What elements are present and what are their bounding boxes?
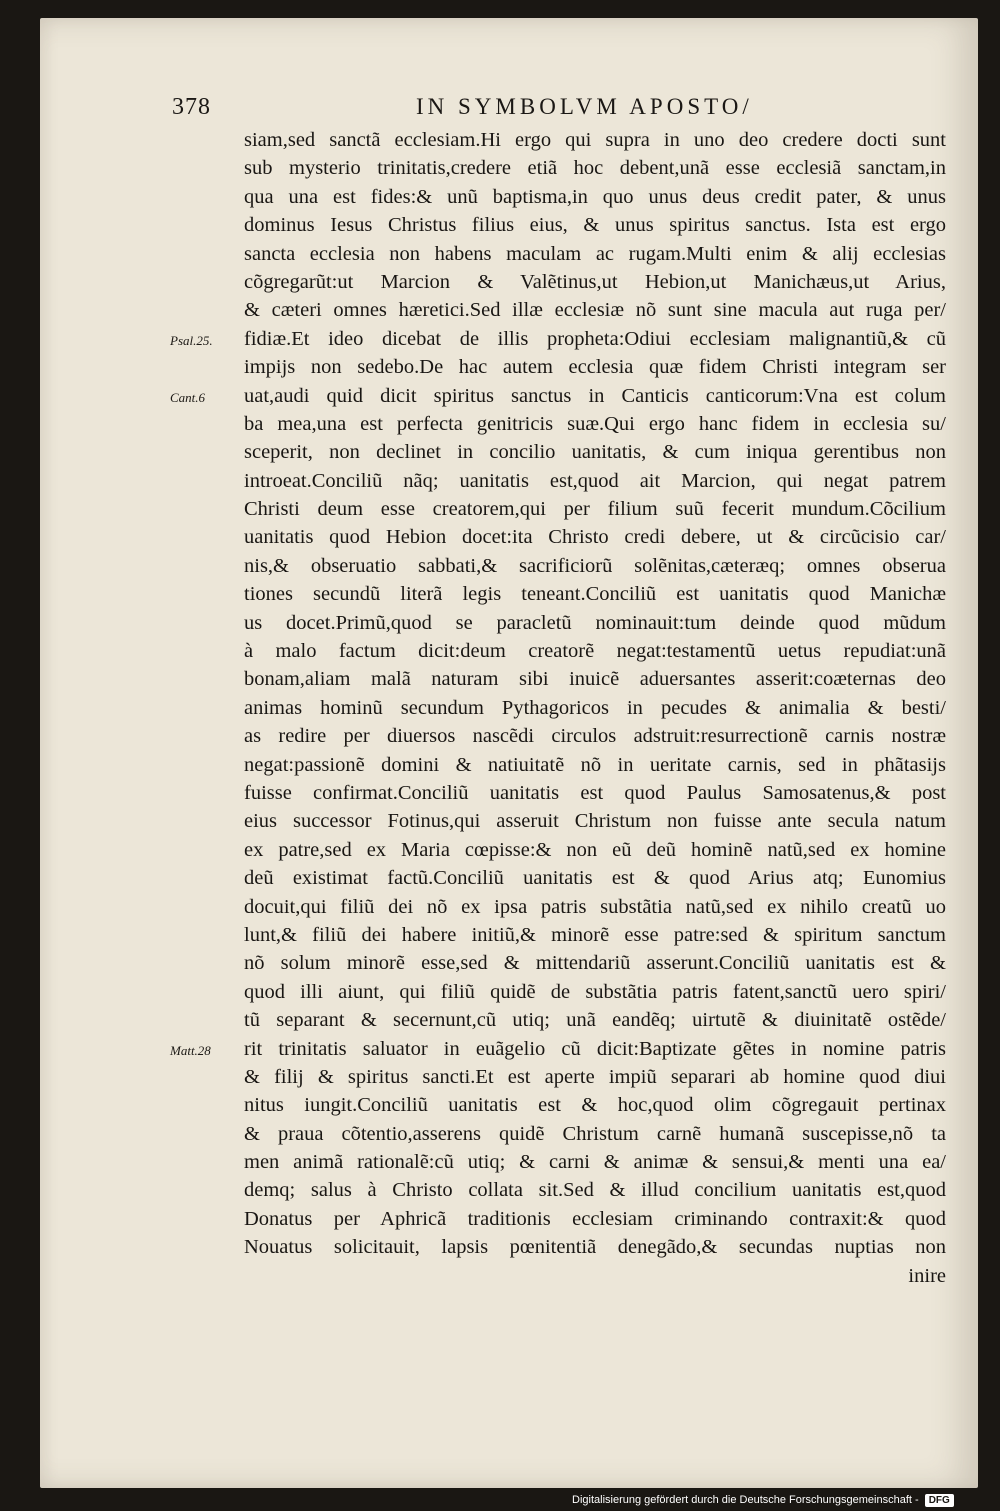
text-line: tũ separant & secernunt,cũ utiq; unã eandẽq; uirtutẽ & diuinitatẽ ostẽde/: [244, 1009, 946, 1032]
margin-note: Matt.28: [170, 1042, 211, 1058]
text-line: Nouatus solicitauit, lapsis pœnitentiã denegãdo,& secundas nuptias non: [244, 1236, 946, 1259]
text-line: bonam,aliam malã naturam sibi inuicẽ aduersantes asserit:coæternas deo: [244, 668, 946, 691]
text-line: uanitatis quod Hebion docet:ita Christo credi debere, ut & circũcisio car/: [244, 526, 946, 549]
text-line: sancta ecclesia non habens maculam ac rugam.Multi enim & alij ecclesias: [244, 242, 946, 265]
text-line: dominus Iesus Christus filius eius, & unus spiritus sanctus. Ista est ergo: [244, 214, 946, 237]
text-line: inire: [908, 1264, 946, 1287]
text-line: men animã rationalẽ:cũ utiq; & carni & animæ & sensui,& menti una ea/: [244, 1151, 946, 1174]
footer-banner: [572, 1492, 954, 1508]
text-line: docuit,qui filiũ dei nõ ex ipsa patris substãtia natũ,sed ex nihilo creatũ uo: [244, 895, 946, 918]
body-text: [244, 126, 946, 1290]
text-line: uat,audi quid dicit spiritus sanctus in Canticis canticorum:Vna est colum: [244, 384, 946, 407]
text-line: eius successor Fotinus,qui asseruit Christum non fuisse ante secula natum: [244, 810, 946, 833]
text-line: & cæteri omnes hæretici.Sed illæ ecclesiæ nõ sunt sine macula aut ruga per/: [244, 299, 946, 322]
text-line: à malo factum dicit:deum creatorẽ negat:testamentũ uetus repudiat:unã: [244, 640, 946, 663]
text-line: nis,& obseruatio sabbati,& sacrificiorũ solẽnitas,cæteræq; omnes obserua: [244, 554, 946, 577]
text-line: us docet.Primũ,quod se paracletũ nominauit:tum deinde quod mũdum: [244, 611, 946, 634]
text-line: animas hominũ secundum Pythagoricos in pecudes & animalia & besti/: [244, 696, 946, 719]
text-line: impijs non sedebo.De hac autem ecclesia quæ fidem Christi integram ser: [244, 356, 946, 379]
page-number: 378: [172, 94, 211, 120]
text-line: Christi deum esse creatorem,qui per filium suũ fecerit mundum.Cõcilium: [244, 498, 946, 521]
text-line: fidiæ.Et ideo dicebat de illis propheta:Odiui ecclesiam malignantiũ,& cũ: [244, 327, 946, 350]
text-line: nitus iungit.Conciliũ uanitatis est & hoc,quod olim cõgregauit pertinax: [244, 1094, 946, 1117]
margin-note: Cant.6: [170, 389, 206, 405]
text-line: Donatus per Aphricã traditionis ecclesiam criminando contraxit:& quod: [244, 1207, 946, 1230]
running-head: [172, 94, 952, 126]
text-line: negat:passionẽ domini & natiuitatẽ nõ in ueritate carnis, sed in phãtasijs: [244, 753, 946, 776]
text-line: & filij & spiritus sancti.Et est aperte impiũ separari ab homine quod diui: [244, 1065, 946, 1088]
text-line: fuisse confirmat.Conciliũ uanitatis est quod Paulus Samosatenus,& post: [244, 781, 946, 804]
text-line: quod illi aiunt, qui filiũ quidẽ de substãtia patris fatent,sanctũ uero spiri/: [244, 980, 946, 1003]
text-line: demq; salus à Christo collata sit.Sed & illud concilium uanitatis est,quod: [244, 1179, 946, 1202]
text-line: & praua cõtentio,asserens quidẽ Christum carnẽ humanã suscepisse,nõ ta: [244, 1122, 946, 1145]
text-line: ex patre,sed ex Maria cœpisse:& non eũ deũ hominẽ natũ,sed ex homine: [244, 838, 946, 861]
text-line: ba mea,una est perfecta genitricis suæ.Qui ergo hanc fidem in ecclesia su/: [244, 412, 946, 435]
text-line: introeat.Conciliũ nãq; uanitatis est,quod ait Marcion, qui negat patrem: [244, 469, 946, 492]
text-line: cõgregarũt:ut Marcion & Valẽtinus,ut Hebion,ut Manichæus,ut Arius,: [244, 270, 946, 293]
text-line: sub mysterio trinitatis,credere etiã hoc debent,unã esse ecclesiã sanctam,in: [244, 157, 946, 180]
running-title: IN SYMBOLVM APOSTO/: [416, 94, 753, 119]
text-line: tiones secundũ literã legis teneant.Conciliũ est uanitatis quod Manichæ: [244, 583, 946, 606]
margin-note: Psal.25.: [170, 332, 213, 348]
text-line: nõ solum minorẽ esse,sed & mittendariũ asserunt.Conciliũ uanitatis est &: [244, 952, 946, 975]
text-line: qua una est fides:& unũ baptisma,in quo unus deus credit pater, & unus: [244, 185, 946, 208]
funding-credit: Digitalisierung gefördert durch die Deutsche Forschungsgemeinschaft -: [572, 1494, 919, 1506]
text-line: rit trinitatis saluator in euãgelio cũ dicit:Baptizate gẽtes in nomine patris: [244, 1037, 946, 1060]
text-line: sceperit, non declinet in concilio uanitatis, & cum iniqua gerentibus non: [244, 441, 946, 464]
text-line: lunt,& filiũ dei habere initiũ,& minorẽ esse patre:sed & spiritum sanctum: [244, 923, 946, 946]
text-line: siam,sed sanctã ecclesiam.Hi ergo qui supra in uno deo credere docti sunt: [244, 129, 946, 151]
text-line: deũ existimat factũ.Conciliũ uanitatis est & quod Arius atq; Eunomius: [244, 867, 946, 890]
text-line: as redire per diuersos nascẽdi circulos adstruit:resurrectionẽ carnis nostræ: [244, 725, 946, 748]
dfg-logo: DFG: [925, 1494, 954, 1507]
